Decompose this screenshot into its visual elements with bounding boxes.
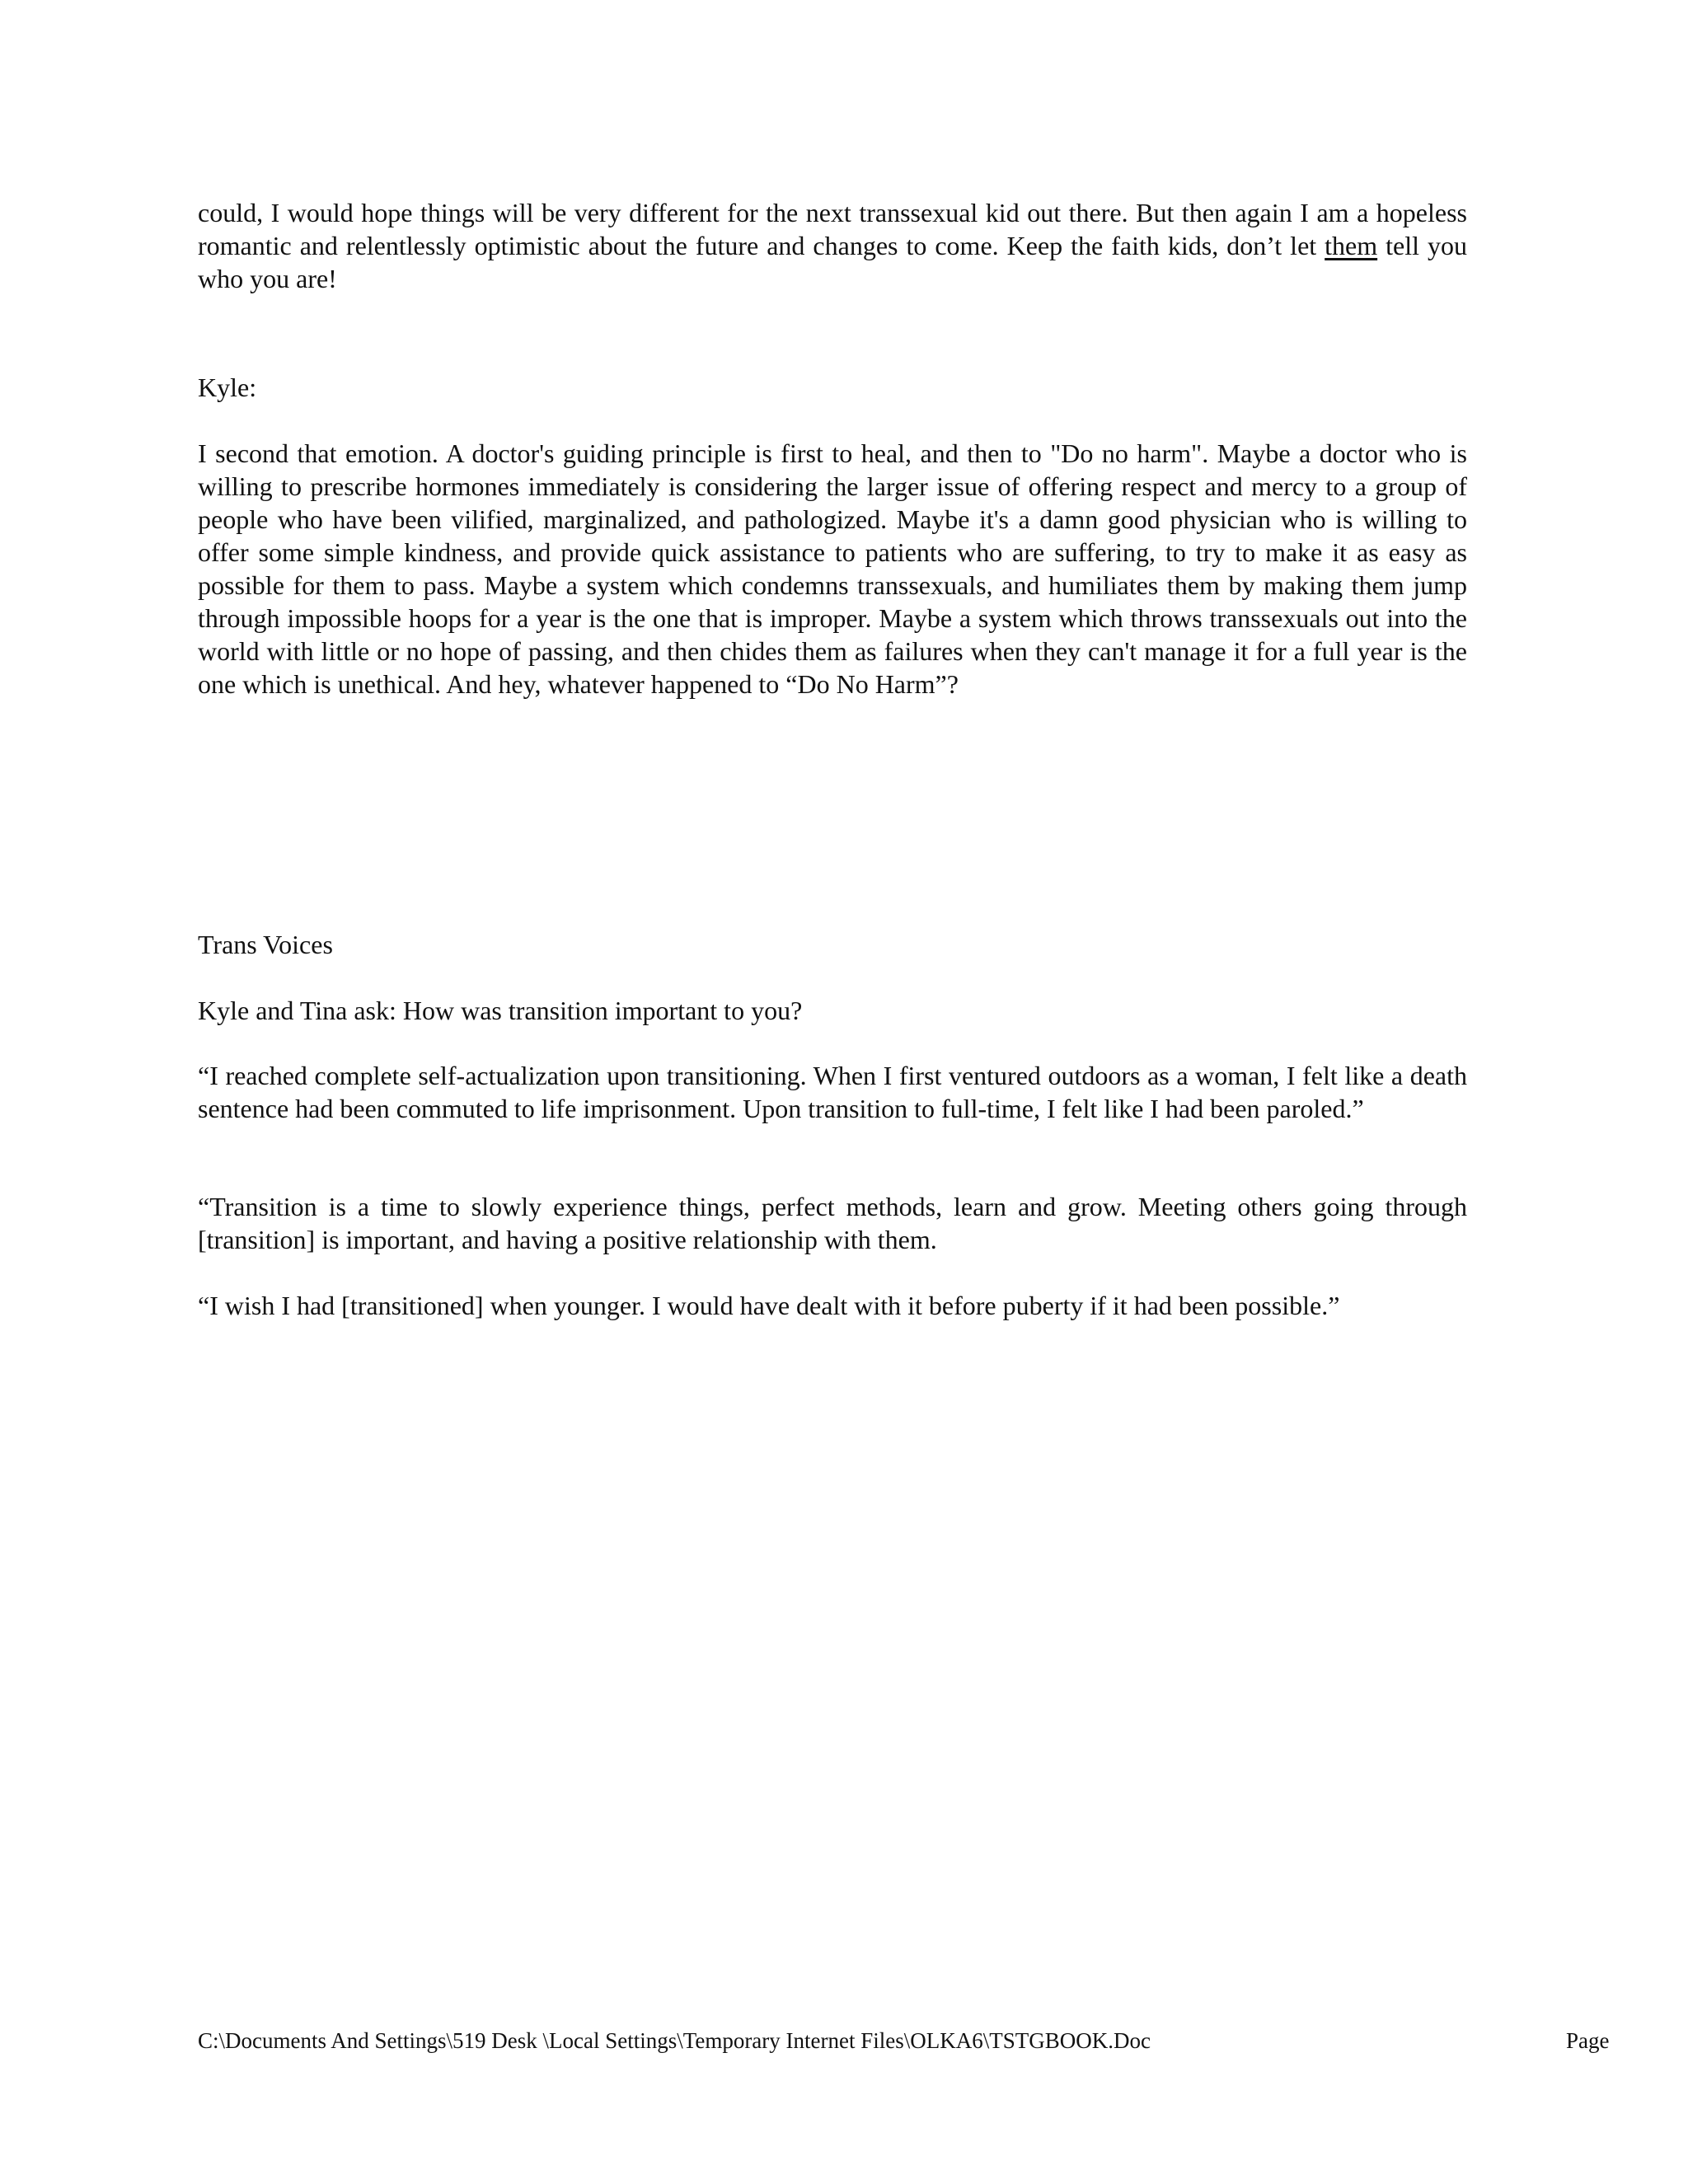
section-title: Trans Voices: [198, 930, 333, 959]
question-text: Kyle and Tina ask: How was transition important to you?: [198, 996, 803, 1025]
top-paragraph: [198, 196, 1467, 295]
kyle-label: Kyle:: [198, 373, 257, 402]
quote-2: “Transition is a time to slowly experience things, perfect methods, learn and grow. Meeting others going through [transition] is important, and having a positive relationship with them.: [198, 1192, 1467, 1254]
footer-file-path: C:\Documents And Settings\519 Desk \Local Settings\Temporary Internet Files\OLKA6\TSTGBOOK.Doc: [198, 2028, 1151, 2053]
footer-page-label: Page: [1566, 2028, 1610, 2053]
underlined-word: them: [1325, 231, 1378, 260]
quote-3: “I wish I had [transitioned] when younger. I would have dealt with it before puberty if it had been possible.”: [198, 1291, 1340, 1320]
kyle-paragraph: I second that emotion. A doctor's guiding principle is first to heal, and then to "Do no harm". Maybe a doctor who is willing to prescribe hormones immediately is considering the larger issue of offering respect and mercy to a group of people who have been vilified, marginalized, and pathologized. Maybe it's a damn good physician who is willing to offer some simple kindness, and provide quick assistance to patients who are suffering, to try to make it as easy as possible for them to pass. Maybe a system which condemns transsexuals, and humiliates them by making them jump through impossible hoops for a year is the one that is improper. Maybe a system which throws transsexuals out into the world with little or no hope of passing, and then chides them as failures when they can't manage it for a full year is the one which is unethical. And hey, whatever happened to “Do No Harm”?: [198, 438, 1467, 699]
top-paragraph-before: could, I would hope things will be very different for the next transsexual kid out there. But then again I am a hopeless romantic and relentlessly optimistic about the future and changes to come. Keep the faith kids, don’t let: [198, 198, 1467, 260]
quote-1: “I reached complete self-actualization upon transitioning. When I first ventured outdoors as a woman, I felt like a death sentence had been commuted to life imprisonment. Upon transition to full-time, I felt like I had been paroled.”: [198, 1061, 1467, 1123]
top-paragraph-after: tell you who you are!: [198, 231, 1468, 293]
